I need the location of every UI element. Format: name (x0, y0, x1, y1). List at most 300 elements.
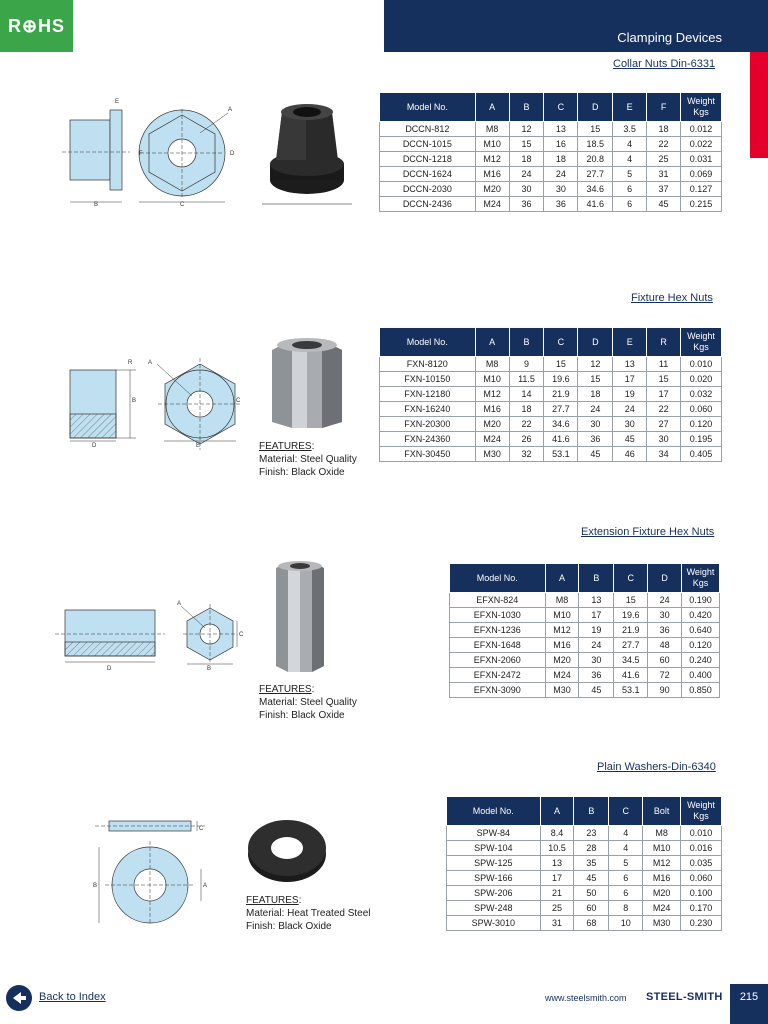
features-material: Material: Heat Treated Steel (246, 908, 371, 919)
value-cell: 27.7 (544, 402, 578, 417)
label-c: C (236, 398, 241, 404)
value-cell: M20 (475, 182, 509, 197)
value-cell: M30 (643, 916, 681, 931)
value-cell: 21.9 (614, 623, 648, 638)
category-title: Clamping Devices (617, 30, 722, 45)
plain-washers-rows (447, 826, 722, 931)
value-cell: M24 (475, 432, 509, 447)
col-d: D (578, 328, 613, 357)
value-cell: 0.022 (681, 137, 722, 152)
features-material: Material: Steel Quality (259, 697, 357, 708)
value-cell: 18 (509, 152, 544, 167)
model-cell: FXN-20300 (380, 417, 476, 432)
table-row (450, 683, 720, 698)
value-cell: 21 (540, 886, 574, 901)
value-cell: 37 (647, 182, 681, 197)
table-row (380, 152, 722, 167)
model-cell: DCCN-2030 (380, 182, 476, 197)
value-cell: 19 (579, 623, 614, 638)
model-cell: DCCN-812 (380, 122, 476, 137)
value-cell: 24 (509, 167, 544, 182)
value-cell: 45 (647, 197, 681, 212)
value-cell: M16 (545, 638, 579, 653)
model-cell: FXN-30450 (380, 447, 476, 462)
col-b: B (509, 93, 544, 122)
value-cell: 35 (574, 856, 609, 871)
label-b: B (132, 398, 137, 404)
table-row (380, 197, 722, 212)
value-cell: 4 (609, 841, 643, 856)
value-cell: 36 (544, 197, 578, 212)
value-cell: 27 (647, 417, 681, 432)
extension-hex-nut-photo (268, 558, 332, 676)
value-cell: 22 (647, 402, 681, 417)
page-number: 215 (730, 984, 768, 1024)
value-cell: M16 (643, 871, 681, 886)
table-row (447, 901, 722, 916)
table-row (380, 387, 722, 402)
value-cell: 13 (540, 856, 574, 871)
value-cell: 0.850 (682, 683, 720, 698)
value-cell: 0.190 (682, 593, 720, 608)
label-f: F (139, 151, 143, 157)
value-cell: 13 (613, 357, 647, 372)
value-cell: 0.240 (682, 653, 720, 668)
value-cell: 15 (614, 593, 648, 608)
value-cell: 19.6 (614, 608, 648, 623)
value-cell: 6 (613, 197, 647, 212)
value-cell: 0.060 (681, 402, 722, 417)
model-cell: DCCN-1624 (380, 167, 476, 182)
table-row (380, 372, 722, 387)
value-cell: M30 (545, 683, 579, 698)
value-cell: 24 (579, 638, 614, 653)
table-header-row (447, 797, 722, 826)
value-cell: 22 (647, 137, 681, 152)
label-a: A (148, 360, 153, 366)
value-cell: 0.012 (681, 122, 722, 137)
model-cell: SPW-125 (447, 856, 541, 871)
value-cell: 27.7 (578, 167, 613, 182)
label-b: B (93, 883, 98, 889)
extension-hex-nuts-title[interactable]: Extension Fixture Hex Nuts (581, 526, 715, 538)
value-cell: 4 (613, 137, 647, 152)
value-cell: 31 (540, 916, 574, 931)
collar-nut-drawing (60, 95, 240, 210)
value-cell: 3.5 (613, 122, 647, 137)
value-cell: 18 (647, 122, 681, 137)
collar-nut-photo (262, 98, 352, 208)
value-cell: 18 (578, 387, 613, 402)
table-row (380, 182, 722, 197)
label-c: C (199, 826, 204, 832)
value-cell: 10.5 (540, 841, 574, 856)
section-tab-marker (750, 52, 768, 158)
value-cell: 41.6 (578, 197, 613, 212)
model-cell: EFXN-3090 (450, 683, 546, 698)
label-b: B (94, 202, 99, 208)
value-cell: 6 (609, 886, 643, 901)
col-b: B (574, 797, 609, 826)
value-cell: 0.640 (682, 623, 720, 638)
model-cell: FXN-8120 (380, 357, 476, 372)
value-cell: M12 (545, 623, 579, 638)
col-b: B (579, 564, 614, 593)
value-cell: 13 (544, 122, 578, 137)
value-cell: 45 (578, 447, 613, 462)
value-cell: M16 (475, 402, 509, 417)
label-d: D (92, 443, 97, 449)
col-c: C (544, 93, 578, 122)
plain-washers-table (446, 796, 722, 931)
table-row (380, 417, 722, 432)
features-finish: Finish: Black Oxide (246, 921, 332, 932)
value-cell: M20 (545, 653, 579, 668)
header-bar (384, 0, 768, 52)
fixture-hex-nut-photo (262, 332, 352, 432)
col-weight: Weight Kgs (681, 328, 722, 357)
value-cell: 45 (579, 683, 614, 698)
value-cell: 19 (613, 387, 647, 402)
value-cell: 41.6 (544, 432, 578, 447)
value-cell: 24 (578, 402, 613, 417)
table-row (380, 122, 722, 137)
col-c: C (544, 328, 578, 357)
plain-washer-photo (246, 812, 328, 886)
back-to-index-link[interactable]: Back to Index (39, 991, 106, 1003)
plain-washers-title[interactable]: Plain Washers-Din-6340 (597, 761, 716, 773)
value-cell: 13 (579, 593, 614, 608)
value-cell: 30 (647, 432, 681, 447)
table-row (450, 638, 720, 653)
value-cell: M10 (643, 841, 681, 856)
value-cell: 34.6 (578, 182, 613, 197)
col-f: F (647, 93, 681, 122)
col-a: A (475, 93, 509, 122)
value-cell: 24 (648, 593, 682, 608)
value-cell: 30 (579, 653, 614, 668)
label-c: C (239, 632, 244, 638)
back-arrow-icon[interactable] (6, 985, 32, 1011)
model-cell: EFXN-1648 (450, 638, 546, 653)
value-cell: 36 (648, 623, 682, 638)
value-cell: 26 (509, 432, 544, 447)
value-cell: 34.5 (614, 653, 648, 668)
value-cell: 45 (574, 871, 609, 886)
model-cell: EFXN-2472 (450, 668, 546, 683)
value-cell: 0.170 (681, 901, 722, 916)
value-cell: M24 (643, 901, 681, 916)
brand-name: STEEL-SMITH (646, 991, 723, 1003)
value-cell: 18.5 (578, 137, 613, 152)
label-r: R (128, 360, 133, 366)
model-cell: EFXN-2060 (450, 653, 546, 668)
value-cell: 30 (509, 182, 544, 197)
value-cell: 46 (613, 447, 647, 462)
value-cell: M30 (475, 447, 509, 462)
value-cell: 0.400 (682, 668, 720, 683)
fixture-hex-nut-drawing (60, 352, 250, 452)
value-cell: 0.069 (681, 167, 722, 182)
table-row (450, 623, 720, 638)
value-cell: 0.120 (682, 638, 720, 653)
value-cell: M20 (643, 886, 681, 901)
col-a: A (540, 797, 574, 826)
value-cell: 14 (509, 387, 544, 402)
plain-washer-drawing (85, 815, 215, 925)
value-cell: M10 (545, 608, 579, 623)
features-finish: Finish: Black Oxide (259, 710, 345, 721)
model-cell: SPW-104 (447, 841, 541, 856)
table-row (450, 653, 720, 668)
washer-features: FEATURES: Material: Heat Treated Steel Finish: Black Oxide (246, 895, 371, 932)
label-d: D (230, 151, 235, 157)
value-cell: 0.035 (681, 856, 722, 871)
value-cell: 17 (579, 608, 614, 623)
value-cell: 20.8 (578, 152, 613, 167)
website-url: www.steelsmith.com (545, 993, 627, 1003)
model-cell: EFXN-1030 (450, 608, 546, 623)
value-cell: M24 (475, 197, 509, 212)
value-cell: 12 (578, 357, 613, 372)
value-cell: 60 (648, 653, 682, 668)
value-cell: 0.127 (681, 182, 722, 197)
value-cell: 5 (613, 167, 647, 182)
model-cell: SPW-248 (447, 901, 541, 916)
value-cell: M8 (475, 357, 509, 372)
model-cell: FXN-16240 (380, 402, 476, 417)
col-weight: Weight Kgs (681, 797, 722, 826)
value-cell: 6 (613, 182, 647, 197)
value-cell: 15 (647, 372, 681, 387)
value-cell: 31 (647, 167, 681, 182)
col-e: E (613, 328, 647, 357)
col-model: Model No. (447, 797, 541, 826)
rohs-logo: R⊕HS (0, 0, 73, 52)
value-cell: 45 (613, 432, 647, 447)
extension-hex-nut-drawing (55, 596, 255, 676)
value-cell: M20 (475, 417, 509, 432)
value-cell: 4 (609, 826, 643, 841)
value-cell: 24 (613, 402, 647, 417)
table-row (447, 871, 722, 886)
value-cell: 8.4 (540, 826, 574, 841)
fixture-hex-nuts-title[interactable]: Fixture Hex Nuts (631, 292, 713, 304)
features-heading: FEATURES (246, 895, 299, 906)
table-row (447, 886, 722, 901)
value-cell: 0.010 (681, 357, 722, 372)
value-cell: 30 (613, 417, 647, 432)
value-cell: 8 (609, 901, 643, 916)
label-b: B (207, 666, 212, 672)
value-cell: M12 (643, 856, 681, 871)
value-cell: 0.195 (681, 432, 722, 447)
table-header-row (380, 93, 722, 122)
value-cell: 36 (509, 197, 544, 212)
value-cell: 0.230 (681, 916, 722, 931)
model-cell: FXN-24360 (380, 432, 476, 447)
fixture-hex-nuts-rows (380, 357, 722, 462)
col-model: Model No. (450, 564, 546, 593)
value-cell: 17 (647, 387, 681, 402)
features-heading: FEATURES (259, 684, 312, 695)
table-row (380, 167, 722, 182)
model-cell: FXN-10150 (380, 372, 476, 387)
value-cell: 30 (544, 182, 578, 197)
value-cell: 0.215 (681, 197, 722, 212)
value-cell: 15 (509, 137, 544, 152)
value-cell: M10 (475, 372, 509, 387)
value-cell: 0.016 (681, 841, 722, 856)
value-cell: 12 (509, 122, 544, 137)
value-cell: 17 (540, 871, 574, 886)
value-cell: 17 (613, 372, 647, 387)
col-model: Model No. (380, 93, 476, 122)
value-cell: M10 (475, 137, 509, 152)
extension-features: FEATURES: Material: Steel Quality Finish: Black Oxide (259, 684, 357, 721)
model-cell: SPW-206 (447, 886, 541, 901)
value-cell: 11 (647, 357, 681, 372)
value-cell: 68 (574, 916, 609, 931)
value-cell: 6 (609, 871, 643, 886)
collar-nuts-title[interactable]: Collar Nuts Din-6331 (613, 58, 716, 70)
value-cell: 0.405 (681, 447, 722, 462)
label-a: A (228, 107, 233, 113)
value-cell: 15 (578, 372, 613, 387)
value-cell: 25 (540, 901, 574, 916)
value-cell: 15 (578, 122, 613, 137)
value-cell: 48 (648, 638, 682, 653)
value-cell: 4 (613, 152, 647, 167)
table-row (380, 357, 722, 372)
value-cell: 18 (509, 402, 544, 417)
model-cell: DCCN-2436 (380, 197, 476, 212)
table-row (380, 432, 722, 447)
model-cell: SPW-166 (447, 871, 541, 886)
col-weight: Weight Kgs (682, 564, 720, 593)
value-cell: 9 (509, 357, 544, 372)
value-cell: 36 (579, 668, 614, 683)
col-d: D (648, 564, 682, 593)
label-a: A (203, 883, 208, 889)
value-cell: 16 (544, 137, 578, 152)
table-row (447, 841, 722, 856)
col-d: D (578, 93, 613, 122)
value-cell: M12 (475, 152, 509, 167)
value-cell: M8 (545, 593, 579, 608)
model-cell: EFXN-1236 (450, 623, 546, 638)
value-cell: 30 (648, 608, 682, 623)
value-cell: 50 (574, 886, 609, 901)
value-cell: 0.031 (681, 152, 722, 167)
value-cell: 53.1 (614, 683, 648, 698)
value-cell: 18 (544, 152, 578, 167)
label-e: E (115, 99, 120, 105)
col-r: R (647, 328, 681, 357)
table-row (450, 593, 720, 608)
value-cell: 27.7 (614, 638, 648, 653)
table-row (447, 826, 722, 841)
label-e: E (196, 443, 201, 449)
label-d: D (107, 666, 112, 672)
value-cell: M16 (475, 167, 509, 182)
value-cell: 0.020 (681, 372, 722, 387)
value-cell: 0.420 (682, 608, 720, 623)
value-cell: 11.5 (509, 372, 544, 387)
label-a: A (177, 601, 182, 607)
value-cell: 15 (544, 357, 578, 372)
value-cell: 36 (578, 432, 613, 447)
model-cell: SPW-84 (447, 826, 541, 841)
value-cell: M8 (643, 826, 681, 841)
model-cell: EFXN-824 (450, 593, 546, 608)
fixture-features: FEATURES: Material: Steel Quality Finish: Black Oxide (259, 441, 357, 478)
col-bolt: Bolt (643, 797, 681, 826)
col-c: C (609, 797, 643, 826)
value-cell: 34 (647, 447, 681, 462)
value-cell: 41.6 (614, 668, 648, 683)
table-row (380, 447, 722, 462)
value-cell: 10 (609, 916, 643, 931)
value-cell: M12 (475, 387, 509, 402)
col-e: E (613, 93, 647, 122)
value-cell: M8 (475, 122, 509, 137)
label-c: C (180, 202, 185, 208)
features-heading: FEATURES (259, 441, 312, 452)
col-weight: Weight Kgs (681, 93, 722, 122)
table-row (447, 916, 722, 931)
features-material: Material: Steel Quality (259, 454, 357, 465)
model-cell: SPW-3010 (447, 916, 541, 931)
value-cell: 21.9 (544, 387, 578, 402)
col-a: A (475, 328, 509, 357)
value-cell: 53.1 (544, 447, 578, 462)
extension-hex-nuts-table (449, 563, 720, 698)
collar-nuts-rows (380, 122, 722, 212)
value-cell: 34.6 (544, 417, 578, 432)
value-cell: 5 (609, 856, 643, 871)
table-row (380, 402, 722, 417)
extension-hex-nuts-rows (450, 593, 720, 698)
value-cell: 0.100 (681, 886, 722, 901)
collar-nuts-table (379, 92, 722, 212)
value-cell: 0.060 (681, 871, 722, 886)
col-a: A (545, 564, 579, 593)
value-cell: 23 (574, 826, 609, 841)
table-header-row (380, 328, 722, 357)
value-cell: 24 (544, 167, 578, 182)
value-cell: 19.6 (544, 372, 578, 387)
value-cell: 28 (574, 841, 609, 856)
table-row (450, 668, 720, 683)
fixture-hex-nuts-table (379, 327, 722, 462)
model-cell: DCCN-1015 (380, 137, 476, 152)
value-cell: 22 (509, 417, 544, 432)
value-cell: 0.010 (681, 826, 722, 841)
value-cell: 72 (648, 668, 682, 683)
features-finish: Finish: Black Oxide (259, 467, 345, 478)
table-header-row (450, 564, 720, 593)
col-model: Model No. (380, 328, 476, 357)
value-cell: 0.032 (681, 387, 722, 402)
value-cell: 30 (578, 417, 613, 432)
value-cell: 60 (574, 901, 609, 916)
table-row (450, 608, 720, 623)
col-b: B (509, 328, 544, 357)
value-cell: 0.120 (681, 417, 722, 432)
table-row (380, 137, 722, 152)
value-cell: 32 (509, 447, 544, 462)
